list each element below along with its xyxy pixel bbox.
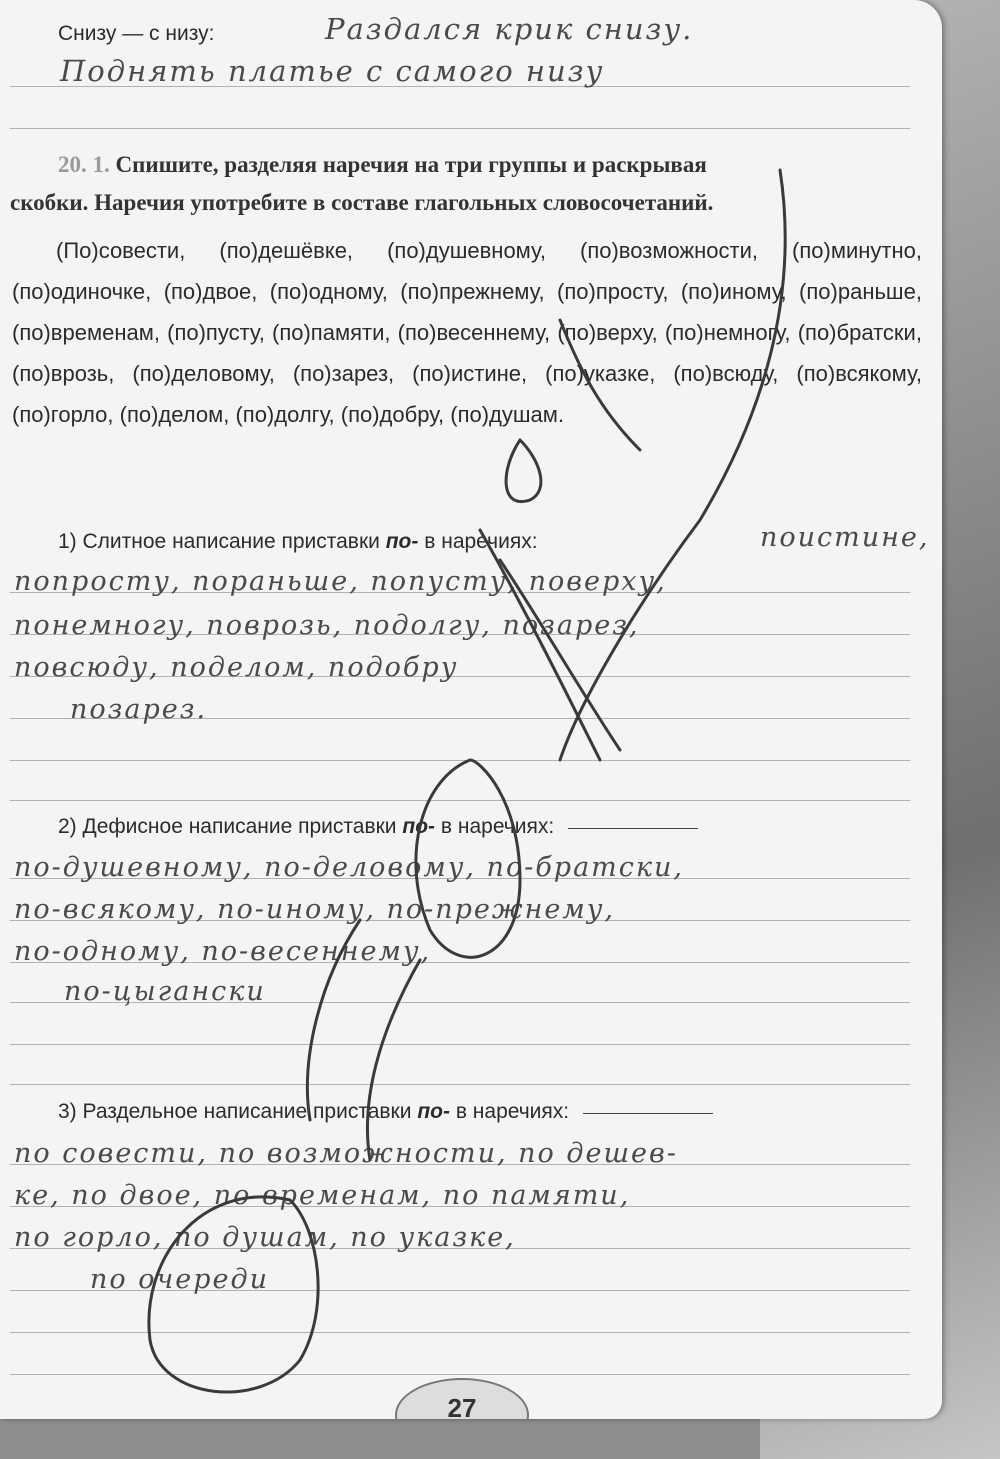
section-2-label-suffix: в наречиях: — [440, 815, 555, 838]
adverb-item: (по)памяти, — [272, 320, 391, 345]
task-text-1: Спишите, разделяя наречия на три группы и раскрывая — [115, 152, 707, 177]
section-3-label-suffix: в наречиях: — [455, 1100, 570, 1123]
section-3-label-bold: по- — [417, 1100, 450, 1123]
answer-blank — [568, 828, 698, 829]
section-2-hw-2: по-одному, по-весеннему, — [14, 936, 432, 967]
adverb-item: (по)минутно, — [792, 238, 922, 263]
adverb-item: (по)истине, — [412, 361, 528, 386]
page-number: 27 — [395, 1378, 529, 1419]
section-3-hw-3: по очереди — [90, 1264, 270, 1295]
section-3-hw-0: по совести, по возможности, по дешев- — [14, 1138, 678, 1169]
adverb-item: (по)просту, — [557, 279, 669, 304]
section-1-label-prefix: 1) Слитное написание приставки — [58, 530, 380, 553]
adverb-item: (по)душам. — [450, 402, 565, 427]
section-2-hw-3: по-цыгански — [64, 976, 266, 1007]
section-1-label — [58, 530, 538, 554]
adverb-item: (по)возможности, — [580, 238, 759, 263]
adverb-item: (по)весеннему, — [397, 320, 551, 345]
adverb-item: (по)врозь, — [12, 361, 115, 386]
adverb-item: (по)всюду, — [673, 361, 779, 386]
task-subnumber: 1. — [92, 152, 110, 177]
section-1-hw-3: повсюду, поделом, подобру — [14, 652, 459, 683]
section-2-label-prefix: 2) Дефисное написание приставки — [58, 815, 397, 838]
adverb-item: (по)горло, — [12, 402, 114, 427]
section-2-hw-1: по-всякому, по-иному, по-прежнему, — [14, 894, 615, 925]
section-2-hw-0: по-душевному, по-деловому, по-братски, — [14, 852, 684, 883]
section-1-hw-4: позарез. — [70, 694, 208, 725]
adverb-item: (по)иному, — [680, 279, 787, 304]
section-2-label — [58, 815, 698, 839]
adverb-item: (по)одиночке, — [12, 279, 152, 304]
task-number: 20. — [58, 152, 87, 177]
section-1-label-suffix: в наречиях: — [424, 530, 538, 553]
adverb-item: (по)временам, — [12, 320, 160, 345]
task-text-2: скобки. Наречия употребите в составе глагольных словосочетаний. — [10, 190, 714, 215]
adverb-item: (по)братски, — [797, 320, 922, 345]
adverb-item: (по)всякому, — [796, 361, 922, 386]
section-3-label-prefix: 3) Раздельное написание приставки — [58, 1100, 412, 1123]
section-3-hw-2: по горло, по душам, по указке, — [14, 1222, 516, 1253]
section-1-hw-2: понемногу, поврозь, подолгу, позарез, — [14, 610, 640, 641]
section-1-label-bold: по- — [385, 530, 419, 553]
section-1-hw-0: поистине, — [760, 522, 930, 553]
adverb-item: (по)верху, — [557, 320, 658, 345]
adverb-item: (по)двое, — [163, 279, 258, 304]
adverb-item: (по)зарез, — [292, 361, 395, 386]
task-line-1 — [58, 152, 707, 178]
adverb-item: (По)совести, — [56, 238, 186, 263]
section-3-label — [58, 1100, 713, 1124]
adverb-item: (по)добру, — [340, 402, 445, 427]
adverb-item: (по)деловому, — [132, 361, 275, 386]
top-label: Снизу — с низу: — [58, 22, 215, 45]
adverb-item: (по)душевному, — [387, 238, 546, 263]
section-3-hw-1: ке, по двое, по временам, по памяти, — [14, 1180, 631, 1211]
adverb-item: (по)прежнему, — [400, 279, 545, 304]
section-2-label-bold: по- — [402, 815, 436, 838]
adverb-item: (по)одному, — [269, 279, 388, 304]
adverb-item: (по)пусту, — [167, 320, 265, 345]
adverb-item: (по)раньше, — [799, 279, 922, 304]
top-handwriting-2: Поднять платье с самого низу — [60, 54, 605, 88]
answer-blank — [583, 1113, 713, 1114]
adverb-list — [12, 230, 922, 435]
adverb-item: (по)немногу, — [664, 320, 791, 345]
adverb-item: (по)долгу, — [235, 402, 335, 427]
adverb-item: (по)указке, — [545, 361, 656, 386]
adverb-item: (по)делом, — [119, 402, 230, 427]
section-1-hw-1: попросту, пораньше, попусту, поверху, — [14, 566, 667, 597]
top-handwriting-1: Раздался крик снизу. — [325, 12, 694, 46]
adverb-item: (по)дешёвке, — [219, 238, 354, 263]
